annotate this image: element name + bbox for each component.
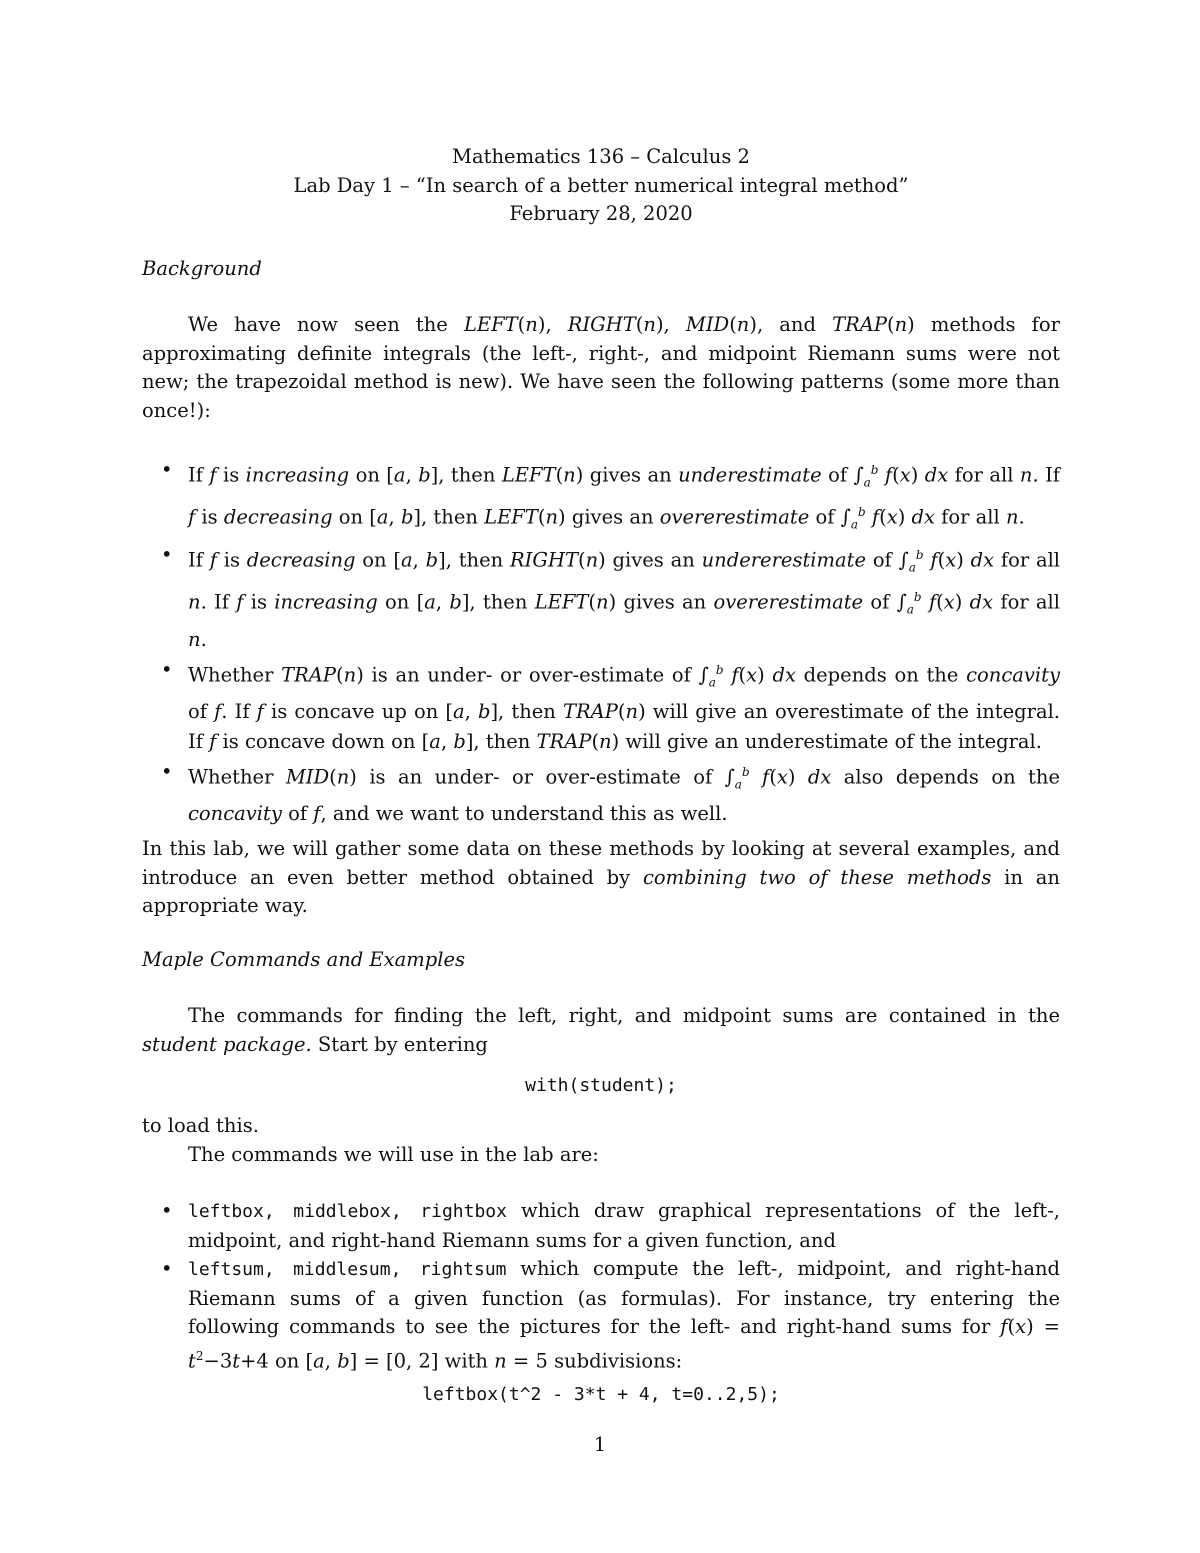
document-date: February 28, 2020 <box>509 202 693 225</box>
bullet-left-sum: • If f is increasing on [a, b], then LEFT(n) gives an underestimate of $\int_a^b$ f(x) dx for all n. If f is decreasing on [a, b], then LEFT(n) gives an overerestimate of $\int_a^b$ f(x) dx for all n. <box>142 455 1060 540</box>
maple-bullet-list <box>142 1197 1060 1376</box>
code-leftbox-example: leftbox(t^2 - 3*t + 4, t=0..2,5); <box>422 1384 780 1405</box>
bullet-right-sum: • If f is decreasing on [a, b], then RIGHT(n) gives an undererestimate of $\int_a^b$ f(x) dx for all n. If f is increasing on [a, b], then LEFT(n) gives an overerestimate of $\int_a^b$ f(x) dx for all n. <box>142 540 1060 655</box>
background-intro-paragraph: We have now seen the LEFT(n), RIGHT(n), MID(n), and TRAP(n) methods for approximating definite integrals (the left-, right-, and midpoint Riemann sums were not new; the trapezoidal method is new). We have seen the following patterns (some more than once!): <box>142 313 1060 422</box>
bullet-sum-commands: • leftsum, middlesum, rightsum which compute the left-, midpoint, and right-hand Riemann sums of a given function (as formulas). For instance, try entering the following commands to see the pictures for the left- and right-hand sums for $f(x) = t^2-3t+4$ on [a, b] = [0, 2] with n = 5 subdivisions: <box>142 1255 1060 1376</box>
document-header <box>142 143 1060 229</box>
page-number: 1 <box>593 1433 607 1456</box>
section-heading-background: Background <box>142 257 262 280</box>
maple-after-code: to load this. <box>142 1114 259 1137</box>
background-bullet-list <box>142 455 1060 829</box>
course-title: Mathematics 136 – Calculus 2 <box>452 145 750 168</box>
commands-intro: The commands we will use in the lab are: <box>188 1143 599 1166</box>
bullet-box-commands: • leftbox, middlebox, rightbox which draw graphical representations of the left-, midpoint, and right-hand Riemann sums for a given function, and <box>142 1197 1060 1255</box>
code-with-student: with(student); <box>525 1075 677 1096</box>
background-closing-paragraph: In this lab, we will gather some data on these methods by looking at several examples, and introduce an even better method obtained by combining two of these methods in an appropriate way. <box>142 837 1060 917</box>
background-intro <box>142 311 1060 425</box>
bullet-mid-sum: • Whether MID(n) is an under- or over-estimate of $\int_a^b$ f(x) dx also depends on the concavity of f, and we want to understand this as well. <box>142 757 1060 829</box>
background-closing <box>142 835 1060 921</box>
lab-title: Lab Day 1 – “In search of a better numerical integral method” <box>293 173 909 197</box>
maple-intro-paragraph: The commands for finding the left, right, and midpoint sums are contained in the student package. Start by entering <box>142 1004 1060 1056</box>
maple-intro <box>142 1002 1060 1059</box>
section-heading-maple: Maple Commands and Examples <box>142 948 466 971</box>
bullet-trap-sum: • Whether TRAP(n) is an under- or over-estimate of $\int_a^b$ f(x) dx depends on the concavity of f. If f is concave up on [a, b], then TRAP(n) will give an overestimate of the integral. If f is concave down on [a, b], then TRAP(n) will give an underestimate of the integral. <box>142 655 1060 757</box>
